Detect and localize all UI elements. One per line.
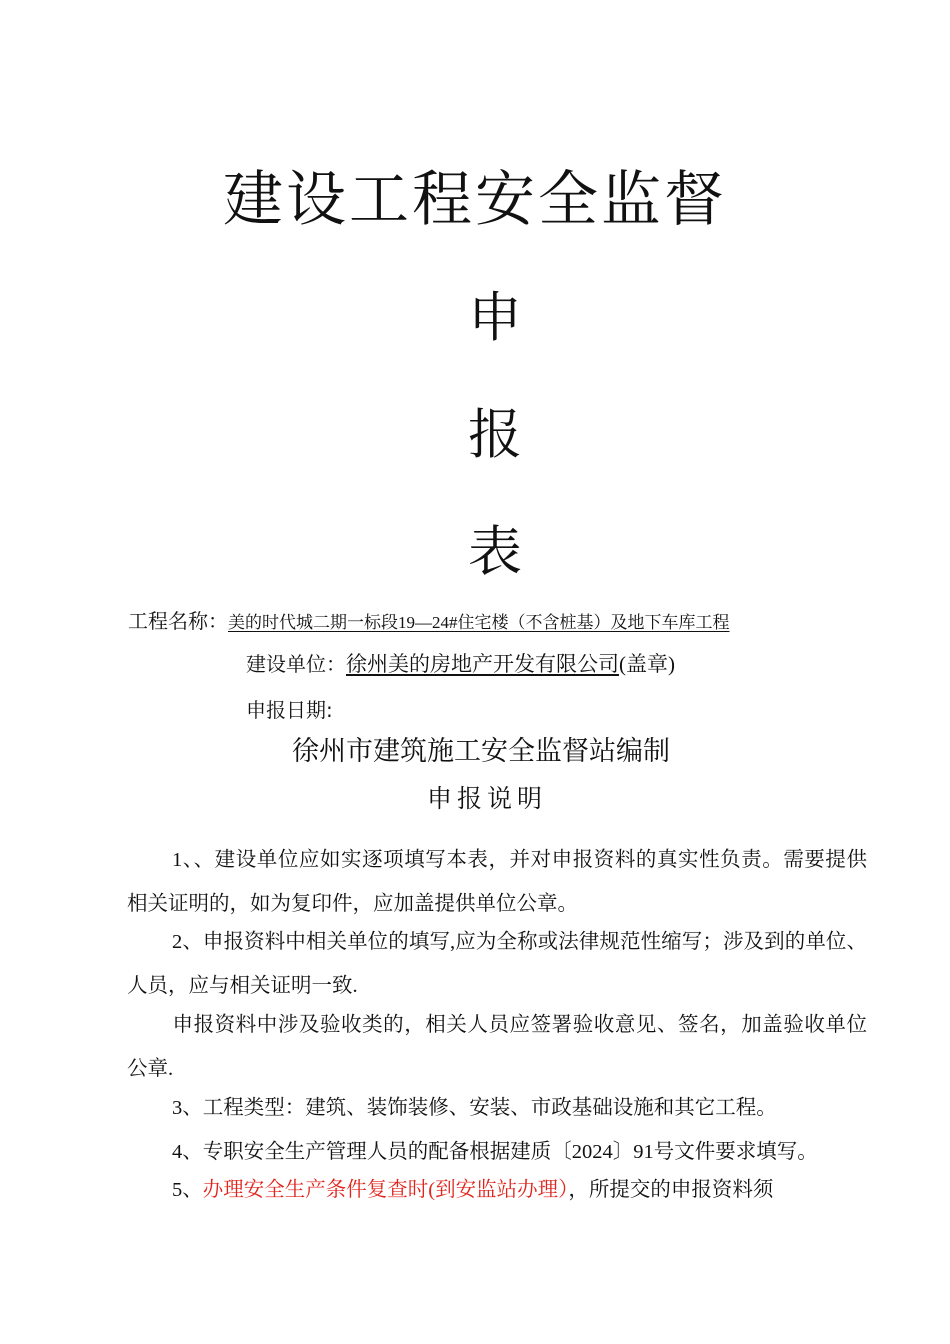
instruction-6-highlight: 办理安全生产条件复查时(到安监站办理） xyxy=(202,1179,569,1201)
instruction-6-prefix: 5、 xyxy=(172,1179,203,1201)
instruction-text-1: 1、、建设单位应如实逐项填写本表，并对申报资料的真实性负责。需要提供相关证明的，如为复印件，应加盖提供单位公章。 xyxy=(127,849,867,915)
document-title: 建设工程安全监督 xyxy=(223,165,727,235)
title-char-bao: 报 xyxy=(468,403,522,466)
project-name-value: 美的时代城二期一标段19—24#住宅楼（不含桩基）及地下车库工程 xyxy=(228,613,730,632)
project-name-label: 工程名称： xyxy=(128,609,228,633)
compiler-line: 徐州市建筑施工安全监督站编制 xyxy=(292,736,670,766)
instruction-paragraph-5: 4、专职安全生产管理人员的配备根据建质〔2024〕91号文件要求填写。 xyxy=(172,1141,818,1163)
seal-note: (盖章) xyxy=(619,652,675,676)
builder-row xyxy=(246,648,675,678)
instructions-heading: 申报说明 xyxy=(427,784,548,813)
instruction-paragraph-3 xyxy=(127,1003,867,1091)
instruction-paragraph-6 xyxy=(172,1168,773,1212)
instruction-text-3: 申报资料中涉及验收类的，相关人员应签署验收意见、签名，加盖验收单位公章. xyxy=(127,1014,867,1080)
builder-label: 建设单位： xyxy=(246,652,346,676)
instruction-text-4: 3、工程类型：建筑、装饰装修、安装、市政基础设施和其它工程。 xyxy=(172,1097,777,1119)
instruction-text-2: 2、申报资料中相关单位的填写,应为全称或法律规范性缩写；涉及到的单位、人员，应与相关证明一致. xyxy=(127,931,867,997)
builder-value: 徐州美的房地产开发有限公司 xyxy=(346,652,619,676)
instruction-6-suffix: ，所提交的申报资料须 xyxy=(568,1179,774,1201)
project-name-row xyxy=(128,605,730,634)
instruction-paragraph-4 xyxy=(127,1086,867,1130)
instruction-paragraph-2 xyxy=(127,920,867,1008)
report-date-label: 申报日期: xyxy=(246,698,333,722)
title-char-biao: 表 xyxy=(468,520,522,583)
title-char-shen: 申 xyxy=(468,286,522,349)
instruction-paragraph-1 xyxy=(127,838,867,926)
